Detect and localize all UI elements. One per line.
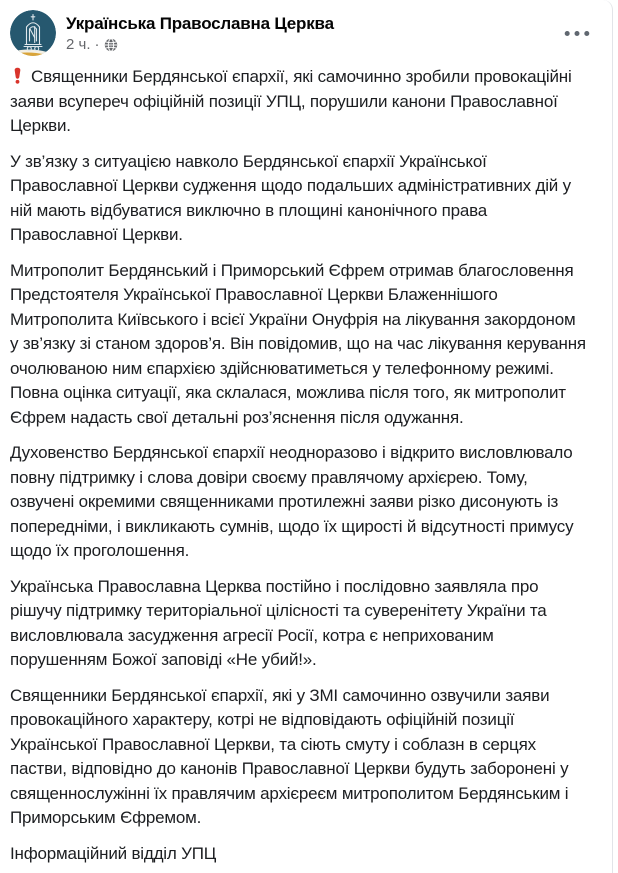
red-exclamation-icon: [10, 67, 25, 84]
meta-separator: ·: [94, 36, 100, 53]
post-header-info: [66, 13, 334, 53]
post-meta-row: [66, 36, 334, 53]
post-paragraph: [10, 65, 586, 139]
post-content: [0, 56, 612, 866]
post-paragraph: Духовенство Бердянської єпархії неодноразово і відкрито висловлювало повну підтримку і слова довіри своєму правлячому архієрею. Тому, озвучені окремими священниками протилежні заяви різко дисонують із попередніми, і викликають сумнів, щодо їх щирості й відсутності примусу щодо їх проголошення.: [10, 443, 574, 560]
truncated-next-line: Інформаційний відділ УПЦ: [10, 843, 217, 863]
post-paragraph: Священники Бердянської єпархії, які у ЗМІ самочинно озвучили заяви провокаційного характеру, котрі не відповідають офіційній позиції Української Православної Церкви, та сіють смуту і соблазн в серцях пастви, відповідно до канонів Православної Церкви будуть заборонені у священнослужінні їх правлячим архієреєм митрополитом Бердянським і Приморським Єфремом.: [10, 685, 569, 827]
post-menu-button[interactable]: [558, 24, 596, 43]
post-paragraph: Українська Православна Церква постійно і послідовно заявляла про рішучу підтримку територіальної цілісності та суверенітету України та висловлювала засудження агресії Росії, котра є неприхованим порушенням Божої заповіді «Не убий!».: [10, 576, 547, 669]
post-paragraph: У зв’язку з ситуацією навколо Бердянської єпархії Української Православної Церкви судження щодо подальших адміністративних дій у ній мають відбуватися виключно в площині канонічного права Православної Церкви.: [10, 151, 571, 244]
post-header: [0, 0, 612, 56]
timestamp[interactable]: 2 ч.: [66, 36, 91, 53]
ellipsis-icon: [564, 24, 590, 41]
post-paragraph-text: Священники Бердянської єпархії, які самочинно зробили провокаційні заяви всупереч офіційній позиції УПЦ, порушили канони Православної Церкви.: [10, 67, 572, 135]
page-avatar[interactable]: [10, 10, 56, 56]
page-name[interactable]: Українська Православна Церква: [66, 14, 334, 33]
church-emblem-icon: [10, 10, 56, 56]
post-paragraph: Митрополит Бердянський і Приморський Єфрем отримав благословення Предстоятеля Української Православної Церкви Блаженнішого Митрополита Київського і всієї України Онуфрія на лікування закордоном у зв’язку зі станом здоров’я. Він повідомив, що на час лікування керування очолюваною ним єпархією здійснюватиметься у телефонному режимі. Повна оцінка ситуації, яка склалася, можлива після того, як митрополит Єфрем надасть свої детальні роз’яснення після одужання.: [10, 260, 586, 427]
globe-icon: [104, 38, 118, 52]
